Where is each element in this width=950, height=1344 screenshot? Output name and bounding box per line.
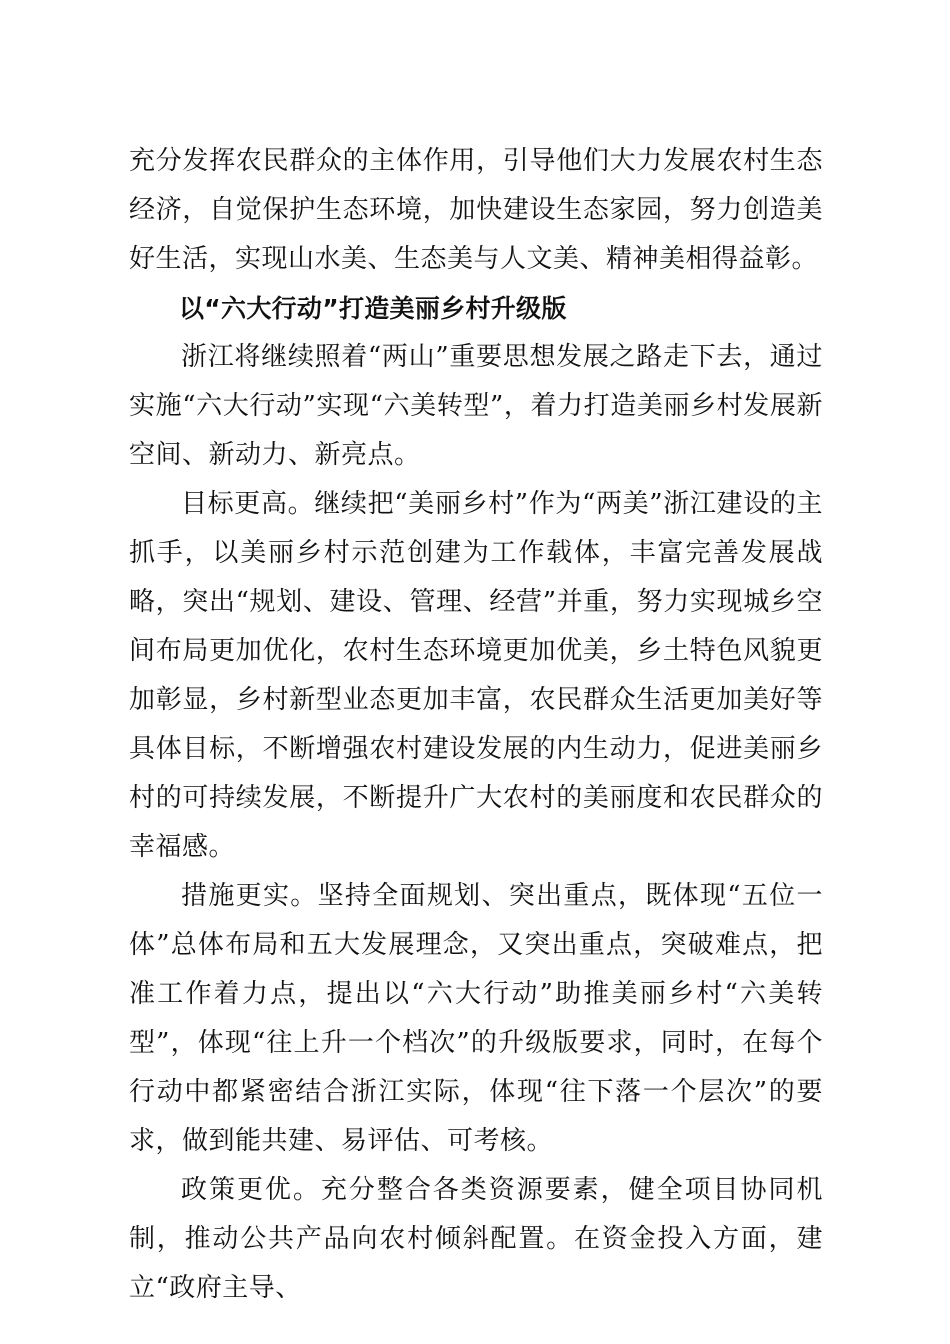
document-body	[129, 137, 823, 1313]
section-heading: 以“六大行动”打造美丽乡村升级版	[179, 294, 567, 323]
paragraph-policy: 政策更优。充分整合各类资源要素，健全项目协同机制，推动公共产品向农村倾斜配置。在资金投入方面，建立“政府主导、	[129, 1175, 823, 1303]
continuation-paragraph: 充分发挥农民群众的主体作用，引导他们大力发展农村生态经济，自觉保护生态环境，加快建设生态家园，努力创造美好生活，实现山水美、生态美与人文美、精神美相得益彰。	[129, 146, 823, 274]
paragraph-measures: 措施更实。坚持全面规划、突出重点，既体现“五位一体”总体布局和五大发展理念，又突出重点，突破难点，把准工作着力点，提出以“六大行动”助推美丽乡村“六美转型”，体现“往上升一个档次”的升级版要求，同时，在每个行动中都紧密结合浙江实际，体现“往下落一个层次”的要求，做到能共建、易评估、可考核。	[129, 881, 823, 1156]
paragraph-intro: 浙江将继续照着“两山”重要思想发展之路走下去，通过实施“六大行动”实现“六美转型”，着力打造美丽乡村发展新空间、新动力、新亮点。	[129, 342, 823, 470]
paragraph-goals: 目标更高。继续把“美丽乡村”作为“两美”浙江建设的主抓手，以美丽乡村示范创建为工作载体，丰富完善发展战略，突出“规划、建设、管理、经营”并重，努力实现城乡空间布局更加优化，农村生态环境更加优美，乡土特色风貌更加彰显，乡村新型业态更加丰富，农民群众生活更加美好等具体目标，不断增强农村建设发展的内生动力，促进美丽乡村的可持续发展，不断提升广大农村的美丽度和农民群众的幸福感。	[129, 489, 823, 862]
